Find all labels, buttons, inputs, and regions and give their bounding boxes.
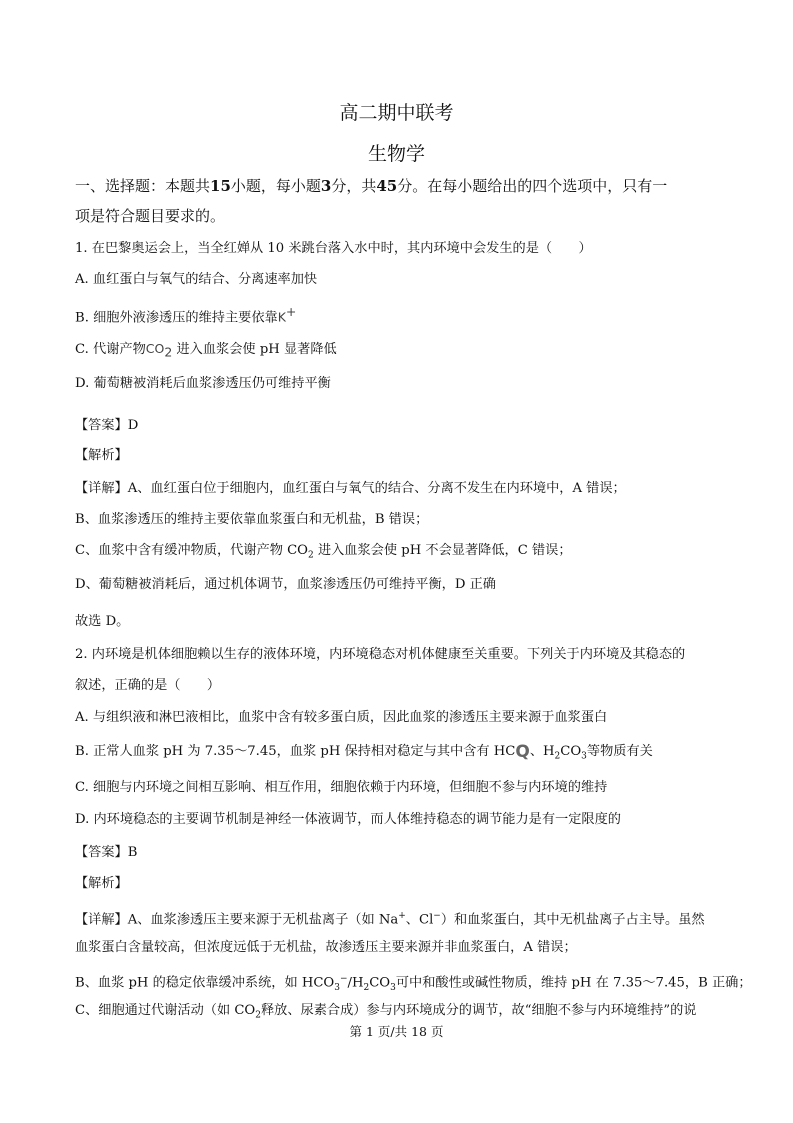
page-title: 高二期中联考 (339, 102, 454, 124)
q1-answer: 【答案】D (75, 418, 139, 433)
q1-detail-a: 【详解】A、血红蛋白位于细胞内，血红蛋白与氧气的结合、分离不发生在内环境中，A 错误； (75, 481, 626, 496)
q2-analysis-label: 【解析】 (75, 876, 128, 891)
q2-detail-c: C、细胞通过代谢活动（如 $CO_2$释放、尿素合成）参与内环境成分的调节，故“细胞不参与内环境维持”的说 (75, 1003, 697, 1021)
q1-stem: 1. 在巴黎奥运会上，当全红婵从 10 米跳台落入水中时，其内环境中会发生的是（ ） (75, 241, 592, 256)
page-footer: 第 1 页/共 18 页 (349, 1024, 444, 1039)
q1-option-d: D. 葡萄糖被消耗后血浆渗透压仍可维持平衡 (75, 376, 331, 391)
q1-detail-d: D、葡萄糖被消耗后，通过机体调节，血浆渗透压仍可维持平衡，D 正确 (75, 577, 496, 592)
q2-option-d: D. 内环境稳态的主要调节机制是神经一体液调节，而人体维持稳态的调节能力是有一定限度的 (75, 812, 621, 827)
q1-conclusion: 故选 D。 (75, 614, 130, 629)
q1-detail-c: C、血浆中含有缓冲物质，代谢产物 $CO_2$ 进入血浆会使 pH 不会显著降低，C 错误； (75, 543, 572, 561)
q2-stem-line1: 2. 内环境是机体细胞赖以生存的液体环境，内环境稳态对机体健康至关重要。下列关于内环境及其稳态的 (75, 647, 686, 662)
q2-detail-a-line1: 【详解】A、血浆渗透压主要来源于无机盐离子（如 Na+、Cl−）和血浆蛋白，其中无机盐离子占主导。虽然 (75, 911, 705, 928)
q1-option-a: A. 血红蛋白与氧气的结合、分离速率加快 (75, 272, 318, 287)
q2-option-c: C. 细胞与内环境之间相互影响、相互作用，细胞依赖于内环境，但细胞不参与内环境的维持 (75, 780, 608, 795)
co2-formula: CO (145, 341, 165, 356)
q1-option-b: B. 细胞外液渗透压的维持主要依靠K+ (75, 304, 297, 326)
potassium-ion: K (277, 309, 286, 325)
obscured-formula-mark: Q (515, 742, 530, 762)
section-heading-line2: 项是符合题目要求的。 (75, 207, 226, 225)
q2-option-a: A. 与组织液和淋巴液相比，血浆中含有较多蛋白质，因此血浆的渗透压主要来源于血浆蛋白 (75, 710, 608, 725)
q2-answer: 【答案】B (75, 845, 138, 860)
q1-detail-b: B、血浆渗透压的维持主要依靠血浆蛋白和无机盐，B 错误； (75, 512, 429, 527)
q1-analysis-label: 【解析】 (75, 448, 128, 463)
subject-title: 生物学 (367, 143, 425, 165)
section-heading: 一、选择题：本题共15小题，每小题3分，共45分。在每小题给出的四个选项中，只有一 (75, 177, 668, 195)
q1-option-c: C. 代谢产物$CO_2$ 进入血浆会使 pH 显著降低 (75, 341, 337, 360)
q2-stem-line2: 叙述，正确的是（ ） (75, 678, 221, 693)
q2-detail-b: B、血浆 pH 的稳定依靠缓冲系统，如 $HCO_3^-/H_2CO_3$可中和酸性或碱性物质，维持 pH 在 7.35～7.45，B 正确； (75, 974, 752, 994)
q2-option-b: B. 正常人血浆 pH 为 7.35～7.45，血浆 pH 保持相对稳定与其中含有 HCQ、$H_2CO_3$等物质有关 (75, 742, 653, 762)
q2-detail-a-line2: 血浆蛋白含量较高，但浓度远低于无机盐，故渗透压主要来源并非血浆蛋白，A 错误； (75, 940, 577, 955)
